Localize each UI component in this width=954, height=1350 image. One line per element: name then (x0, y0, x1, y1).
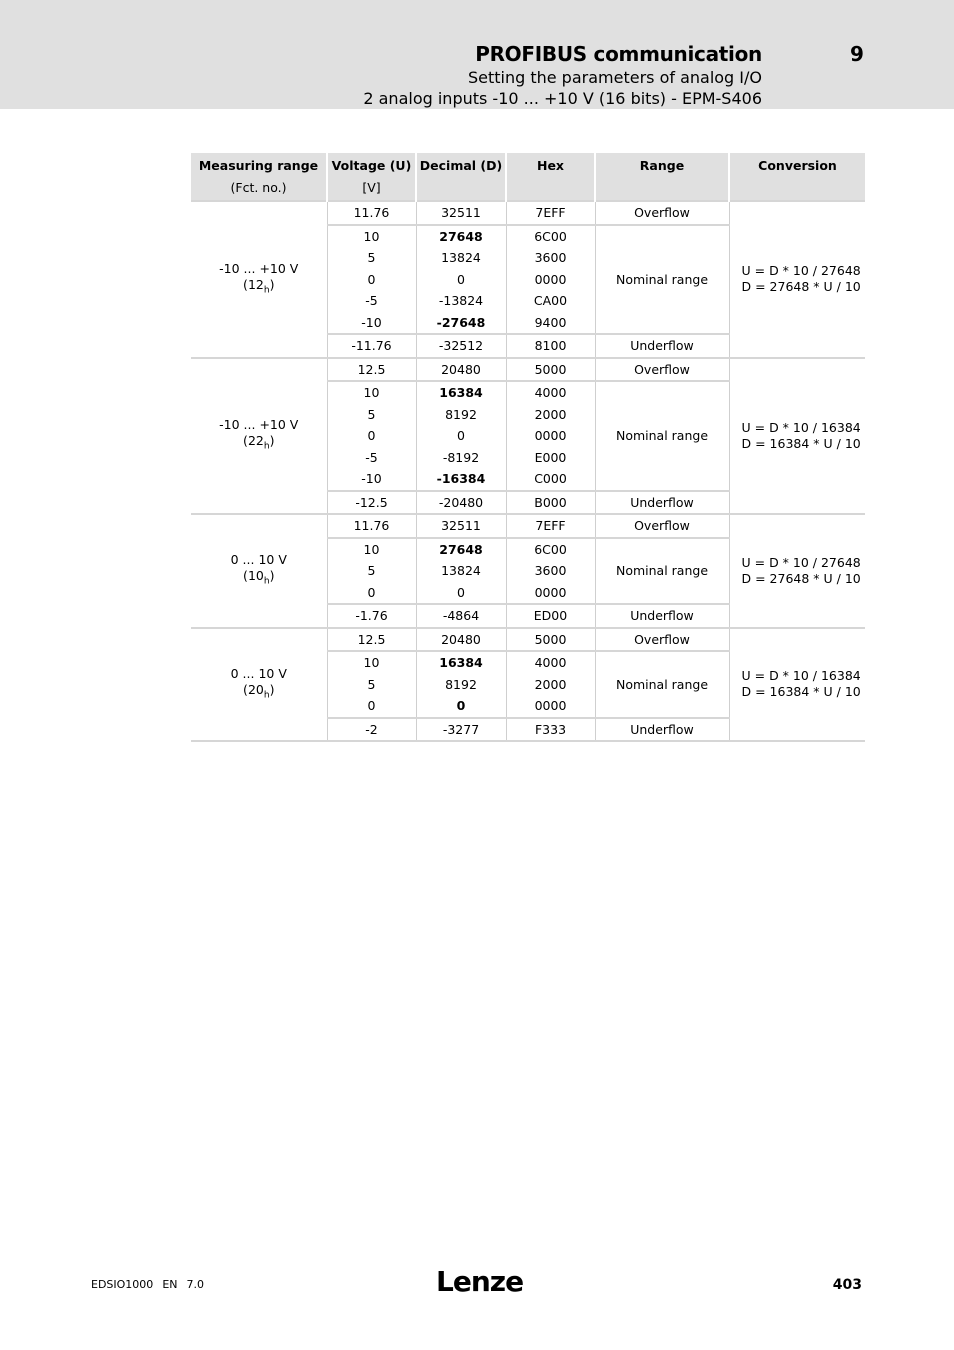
column-header: Decimal (D) (416, 153, 506, 201)
decimal-cell: 0 (416, 695, 506, 718)
decimal-cell: -20480 (416, 491, 506, 515)
voltage-cell: -1.76 (327, 604, 416, 628)
page-number: 403 (832, 1277, 862, 1293)
decimal-cell: 32511 (416, 514, 506, 538)
conversion-cell: U = D * 10 / 16384 D = 16384 * U / 10 (729, 628, 865, 742)
voltage-cell: -11.76 (327, 334, 416, 358)
hex-cell: C000 (506, 468, 595, 491)
hex-cell: 6C00 (506, 225, 595, 248)
column-header: Voltage (U) [V] (327, 153, 416, 201)
hex-cell: 0000 (506, 695, 595, 718)
decimal-cell: -4864 (416, 604, 506, 628)
decimal-cell: 0 (416, 425, 506, 447)
conversion-cell: U = D * 10 / 27648 D = 27648 * U / 10 (729, 201, 865, 358)
voltage-cell: 5 (327, 247, 416, 269)
hex-cell: 2000 (506, 674, 595, 696)
measuring-range-cell: 0 ... 10 V $(10_h)$ (191, 514, 327, 628)
column-header: Range (595, 153, 729, 201)
conversion-cell: U = D * 10 / 16384 D = 16384 * U / 10 (729, 358, 865, 515)
column-header: Conversion (729, 153, 865, 201)
doc-id-text: EDSIO1000 (91, 1278, 154, 1291)
voltage-cell: 0 (327, 582, 416, 605)
range-cell: Nominal range (595, 651, 729, 718)
conversion-table (191, 153, 865, 742)
hex-cell: F333 (506, 718, 595, 742)
decimal-cell: -32512 (416, 334, 506, 358)
decimal-cell: 0 (416, 582, 506, 605)
table-header-row (191, 153, 865, 201)
table-row (191, 628, 865, 652)
measuring-range-cell: 0 ... 10 V $(20_h)$ (191, 628, 327, 742)
voltage-cell: 0 (327, 269, 416, 291)
range-cell: Underflow (595, 604, 729, 628)
voltage-cell: 5 (327, 674, 416, 696)
conversion-cell: U = D * 10 / 27648 D = 27648 * U / 10 (729, 514, 865, 628)
decimal-cell: -8192 (416, 447, 506, 469)
voltage-cell: 5 (327, 560, 416, 582)
lenze-logo: Lenze (436, 1265, 524, 1298)
decimal-cell: 20480 (416, 628, 506, 652)
voltage-cell: 10 (327, 381, 416, 404)
chapter-number: 9 (850, 42, 864, 66)
decimal-cell: 27648 (416, 538, 506, 561)
range-cell: Nominal range (595, 538, 729, 605)
decimal-cell: 13824 (416, 247, 506, 269)
hex-cell: 0000 (506, 269, 595, 291)
range-cell: Nominal range (595, 381, 729, 491)
table-row (191, 514, 865, 538)
decimal-cell: 0 (416, 269, 506, 291)
voltage-cell: 5 (327, 404, 416, 426)
decimal-cell: -27648 (416, 312, 506, 335)
hex-cell: E000 (506, 447, 595, 469)
range-cell: Underflow (595, 718, 729, 742)
hex-cell: 7EFF (506, 201, 595, 225)
section-subtitle: Setting the parameters of analog I/O (467, 68, 762, 87)
page-title: PROFIBUS communication (475, 42, 762, 66)
decimal-cell: 8192 (416, 404, 506, 426)
decimal-cell: 13824 (416, 560, 506, 582)
range-cell: Underflow (595, 334, 729, 358)
hex-cell: 3600 (506, 247, 595, 269)
measuring-range-cell: -10 ... +10 V $(12_h)$ (191, 201, 327, 358)
voltage-cell: -5 (327, 290, 416, 312)
document-id (91, 1278, 213, 1291)
range-cell: Overflow (595, 201, 729, 225)
hex-cell: 2000 (506, 404, 595, 426)
table-row (191, 358, 865, 382)
decimal-cell: 32511 (416, 201, 506, 225)
hex-cell: 5000 (506, 358, 595, 382)
hex-cell: 0000 (506, 425, 595, 447)
version-text: 7.0 (186, 1278, 204, 1291)
hex-cell: CA00 (506, 290, 595, 312)
hex-cell: B000 (506, 491, 595, 515)
decimal-cell: -16384 (416, 468, 506, 491)
subsection-subtitle: 2 analog inputs -10 ... +10 V (16 bits) - EPM-S406 (363, 89, 762, 108)
decimal-cell: 27648 (416, 225, 506, 248)
decimal-cell: 8192 (416, 674, 506, 696)
decimal-cell: -3277 (416, 718, 506, 742)
decimal-cell: -13824 (416, 290, 506, 312)
hex-cell: 4000 (506, 381, 595, 404)
voltage-cell: 10 (327, 538, 416, 561)
voltage-cell: -2 (327, 718, 416, 742)
column-header: Measuring range (Fct. no.) (191, 153, 327, 201)
range-cell: Overflow (595, 514, 729, 538)
voltage-cell: 11.76 (327, 514, 416, 538)
hex-cell: 9400 (506, 312, 595, 335)
hex-cell: ED00 (506, 604, 595, 628)
hex-cell: 6C00 (506, 538, 595, 561)
hex-cell: 0000 (506, 582, 595, 605)
table-row (191, 201, 865, 225)
range-cell: Overflow (595, 358, 729, 382)
voltage-cell: -10 (327, 312, 416, 335)
hex-cell: 4000 (506, 651, 595, 674)
hex-cell: 7EFF (506, 514, 595, 538)
range-cell: Underflow (595, 491, 729, 515)
column-header: Hex (506, 153, 595, 201)
voltage-cell: 11.76 (327, 201, 416, 225)
voltage-cell: -10 (327, 468, 416, 491)
voltage-cell: 10 (327, 651, 416, 674)
voltage-cell: -5 (327, 447, 416, 469)
voltage-cell: -12.5 (327, 491, 416, 515)
voltage-cell: 0 (327, 695, 416, 718)
decimal-cell: 16384 (416, 651, 506, 674)
voltage-cell: 12.5 (327, 628, 416, 652)
voltage-cell: 12.5 (327, 358, 416, 382)
range-cell: Nominal range (595, 225, 729, 335)
language-text: EN (162, 1278, 178, 1291)
hex-cell: 8100 (506, 334, 595, 358)
voltage-cell: 0 (327, 425, 416, 447)
decimal-cell: 20480 (416, 358, 506, 382)
voltage-cell: 10 (327, 225, 416, 248)
hex-cell: 5000 (506, 628, 595, 652)
measuring-range-cell: -10 ... +10 V $(22_h)$ (191, 358, 327, 515)
hex-cell: 3600 (506, 560, 595, 582)
range-cell: Overflow (595, 628, 729, 652)
decimal-cell: 16384 (416, 381, 506, 404)
